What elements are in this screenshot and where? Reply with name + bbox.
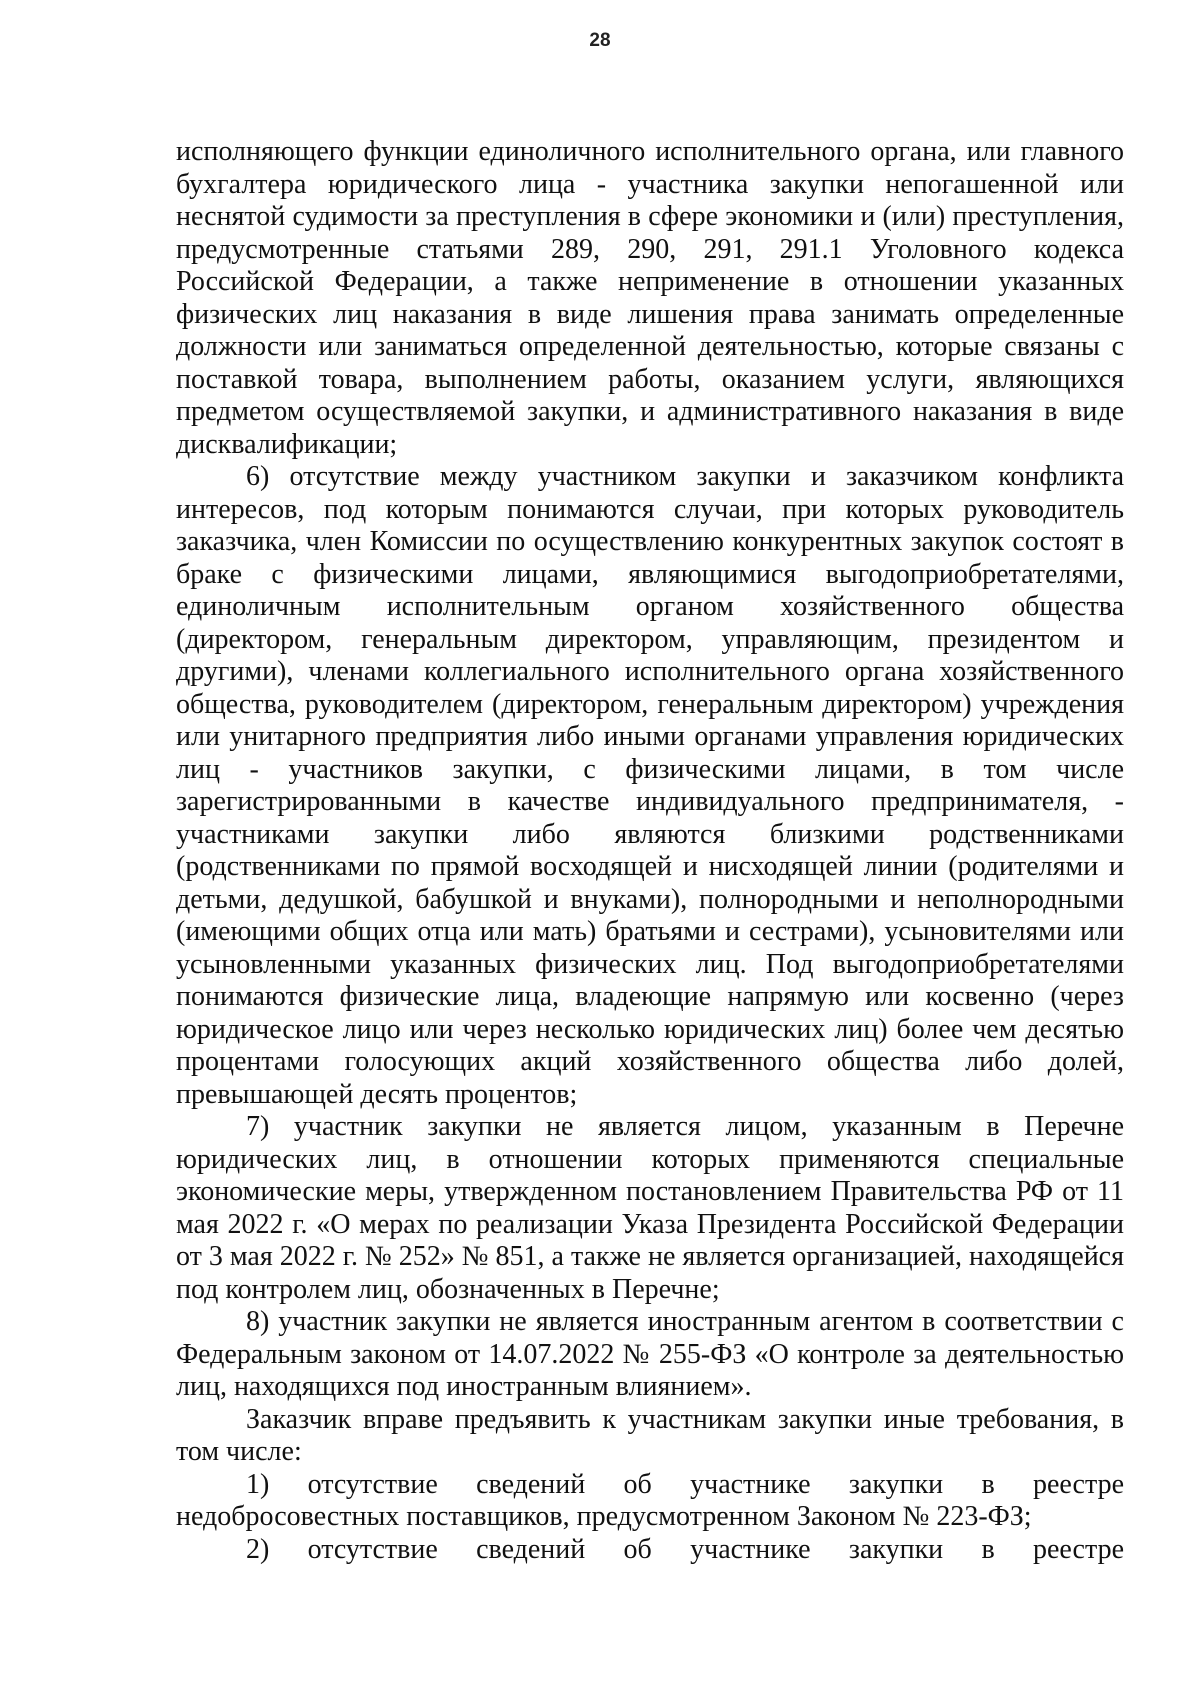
page-number: 28 [589, 30, 611, 51]
paragraph-item-6: 6) отсутствие между участником закупки и заказчиком конфликта интересов, под которым понимаются случаи, при которых руководитель заказчика, член Комиссии по осуществлению конкурентных закупок состоят в браке с физическими лицами, являющимися выгодоприобретателями, единоличным исполнительным органом хозяйственного общества (директором, генеральным директором, управляющим, президентом и другими), членами коллегиального исполнительного органа хозяйственного общества, руководителем (директором, генеральным директором) учреждения или унитарного предприятия либо иными органами управления юридических лиц - участников закупки, с физическими лицами, в том числе зарегистрированными в качестве индивидуального предпринимателя, - участниками закупки либо являются близкими родственниками (родственниками по прямой восходящей и нисходящей линии (родителями и детьми, дедушкой, бабушкой и внуками), полнородными и неполнородными (имеющими общих отца или мать) братьями и сестрами), усыновителями или усыновленными указанных физических лиц. Под выгодоприобретателями понимаются физические лица, владеющие напрямую или косвенно (через юридическое лицо или через несколько юридических лиц) более чем десятью процентами голосующих акций хозяйственного общества либо долей, превышающей десять процентов; [176, 461, 1124, 1110]
paragraph-continuation: исполняющего функции единоличного исполнительного органа, или главного бухгалтера юридического лица - участника закупки непогашенной или неснятой судимости за преступления в сфере экономики и (или) преступления, предусмотренные статьями 289, 290, 291, 291.1 Уголовного кодекса Российской Федерации, а также неприменение в отношении указанных физических лиц наказания в виде лишения права занимать определенные должности или заниматься определенной деятельностью, которые связаны с поставкой товара, выполнением работы, оказанием услуги, являющихся предметом осуществляемой закупки, и административного наказания в виде дисквалификации; [176, 136, 1124, 460]
paragraph-requirement-1: 1) отсутствие сведений об участнике закупки в реестре недобросовестных поставщиков, предусмотренном Законом № 223-ФЗ; [176, 1468, 1124, 1532]
paragraph-item-7: 7) участник закупки не является лицом, указанным в Перечне юридических лиц, в отношении которых применяются специальные экономические меры, утвержденном постановлением Правительства РФ от 11 мая 2022 г. «О мерах по реализации Указа Президента Российской Федерации от 3 мая 2022 г. № 252» № 851, а также не является организацией, находящейся под контролем лиц, обозначенных в Перечне; [176, 1111, 1124, 1305]
document-body [176, 136, 1124, 1566]
paragraph-additional-requirements: Заказчик вправе предъявить к участникам закупки иные требования, в том числе: [176, 1403, 1124, 1467]
paragraph-item-8: 8) участник закупки не является иностранным агентом в соответствии с Федеральным законом от 14.07.2022 № 255-ФЗ «О контроле за деятельностью лиц, находящихся под иностранным влиянием». [176, 1306, 1124, 1402]
paragraph-requirement-2: 2) отсутствие сведений об участнике закупки в реестре [246, 1533, 1124, 1565]
